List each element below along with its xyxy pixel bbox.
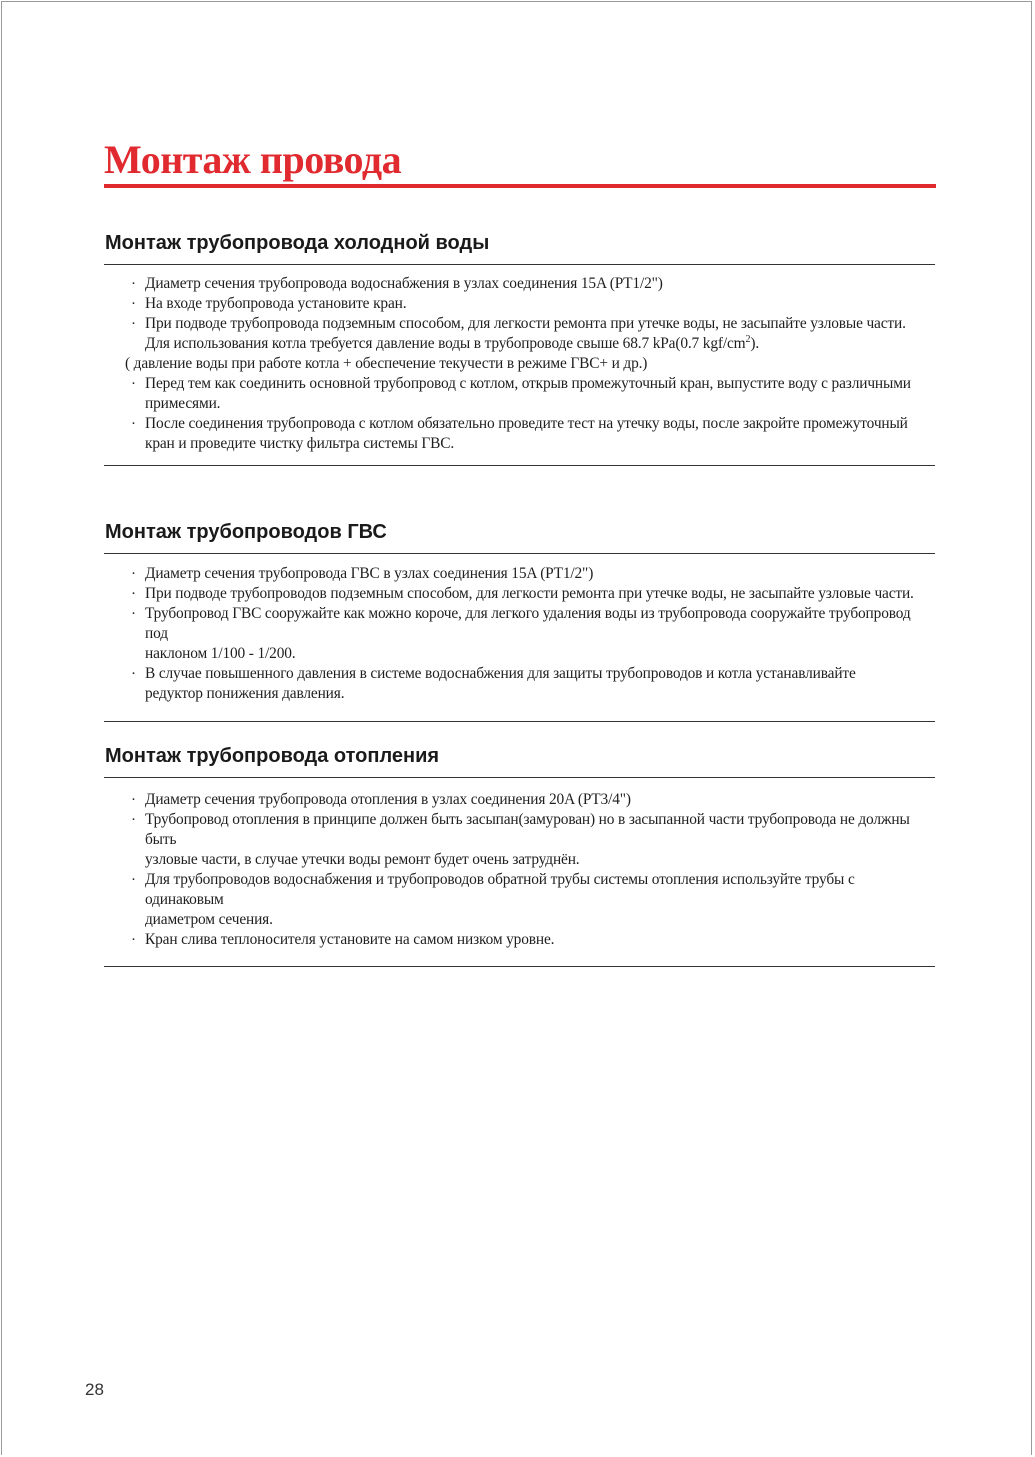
section-bottom-rule <box>104 721 935 722</box>
bullet-list <box>104 564 935 704</box>
list-item: · Кран слива теплоносителя установите на самом низком уровне. <box>131 930 935 950</box>
list-item: · На входе трубопровода установите кран. <box>131 294 935 314</box>
bullet-list <box>104 790 935 950</box>
section-cold-water <box>104 231 935 466</box>
page-number: 28 <box>85 1380 104 1399</box>
list-item: · Диаметр сечения трубопровода ГВС в узлах соединения 15A (PT1/2") <box>131 564 935 584</box>
section-heading: Монтаж трубопровода отопления <box>105 745 440 767</box>
list-item: · При подводе трубопроводов подземным способом, для легкости ремонта при утечке воды, не засыпайте узловые части. <box>131 584 935 604</box>
list-item: · После соединения трубопровода с котлом обязательно проведите тест на утечку воды, после закройте промежуточный кран и проведите чистку фильтра системы ГВС. <box>131 414 935 454</box>
list-item: · Для трубопроводов водоснабжения и трубопроводов обратной трубы системы отопления используйте трубы с одинаковым диаметром сечения. <box>131 870 935 930</box>
section-top-rule <box>104 264 935 265</box>
section-bottom-rule <box>104 966 935 967</box>
list-item: · Перед тем как соединить основной трубопровод с котлом, открыв промежуточный кран, выпустите воду с различными примесями. <box>131 374 935 414</box>
list-item: · Трубопровод отопления в принципе должен быть засыпан(замурован) но в засыпанной части трубопровода не должны быть узловые части, в случае утечки воды ремонт будет очень затруднён. <box>131 810 935 870</box>
page-title: Монтаж провода <box>104 137 402 182</box>
section-heading: Монтаж трубопровода холодной воды <box>105 232 490 254</box>
list-item: · Трубопровод ГВС сооружайте как можно короче, для легкого удаления воды из трубопровода сооружайте трубопровод под наклоном 1/100 - 1/200. <box>131 604 935 664</box>
list-item: · В случае повышенного давления в системе водоснабжения для защиты трубопроводов и котла устанавливайте редуктор понижения давления. <box>131 664 935 704</box>
bullet-list <box>104 274 935 454</box>
section-heating <box>104 744 935 967</box>
pressure-note: ( давление воды при работе котла + обеспечение текучести в режиме ГВС+ и др.) <box>125 355 648 372</box>
list-item: · При подводе трубопровода подземным способом, для легкости ремонта при утечке воды, не засыпайте узловые части. Для использования котла требуется давление воды в трубопроводе свыше 68.7 kPa(0.7 kgf/$cm^2$). ( давление воды при работе котла + обеспечение текучести в режиме ГВС+ и др.) <box>131 314 935 374</box>
title-underline <box>104 184 936 188</box>
section-top-rule <box>104 553 935 554</box>
section-bottom-rule <box>104 465 935 466</box>
list-item: · Диаметр сечения трубопровода водоснабжения в узлах соединения 15A (PT1/2") <box>131 274 935 294</box>
section-top-rule <box>104 777 935 778</box>
section-heading: Монтаж трубопроводов ГВС <box>105 521 387 543</box>
section-hot-water <box>104 520 935 722</box>
page-border <box>1 1 1032 1455</box>
list-item: · Диаметр сечения трубопровода отопления в узлах соединения 20A (PT3/4") <box>131 790 935 810</box>
